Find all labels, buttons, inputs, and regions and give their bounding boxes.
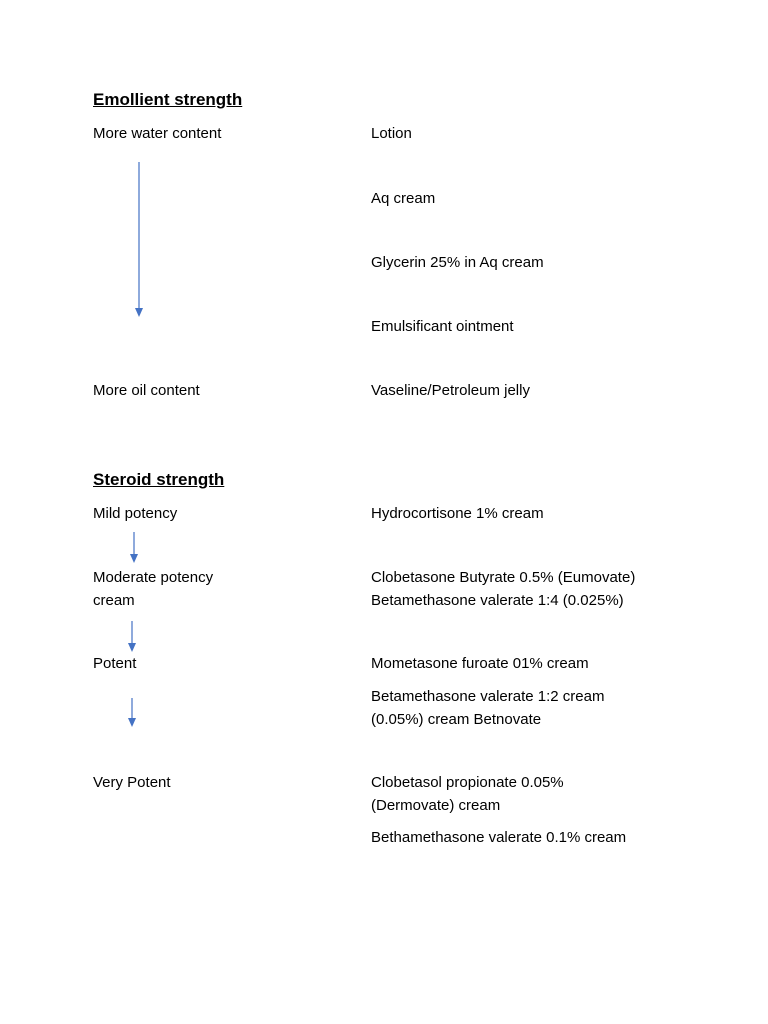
steroid-item-betamethasone-1-4: Betamethasone valerate 1:4 (0.025%) [371,592,624,609]
level-moderate-cont: cream [93,592,135,609]
steroid-item-clobetasol: Clobetasol propionate 0.05% [371,774,564,791]
down-arrow-icon [126,621,138,653]
steroid-item-bethamethasone-0-1: Bethamethasone valerate 0.1% cream [371,829,627,846]
emollient-item-lotion: Lotion [371,125,412,142]
level-mild: Mild potency [93,505,178,522]
emollient-item-vaseline: Vaseline/Petroleum jelly [371,382,530,399]
steroid-item-mometasone: Mometasone furoate 01% cream [371,655,589,672]
steroid-item-clobetasone: Clobetasone Butyrate 0.5% (Eumovate) [371,569,636,586]
label-more-water: More water content [93,125,222,142]
label-more-oil: More oil content [93,382,200,399]
down-arrow-icon [133,162,145,318]
emollient-heading: Emollient strength [93,90,243,109]
level-potent: Potent [93,655,137,672]
steroid-item-hydrocortisone: Hydrocortisone 1% cream [371,505,544,522]
down-arrow-icon [126,698,138,730]
down-arrow-icon [128,532,140,564]
steroid-item-dermovate: (Dermovate) cream [371,797,501,814]
steroid-item-betamethasone-1-2: Betamethasone valerate 1:2 cream [371,688,605,705]
level-very-potent: Very Potent [93,774,171,791]
emollient-item-glycerin: Glycerin 25% in Aq cream [371,254,544,271]
level-moderate: Moderate potency [93,569,214,586]
emollient-item-aq-cream: Aq cream [371,190,436,207]
steroid-item-betnovate: (0.05%) cream Betnovate [371,711,542,728]
steroid-heading: Steroid strength [93,470,225,489]
emollient-item-emulsificant: Emulsificant ointment [371,318,514,335]
